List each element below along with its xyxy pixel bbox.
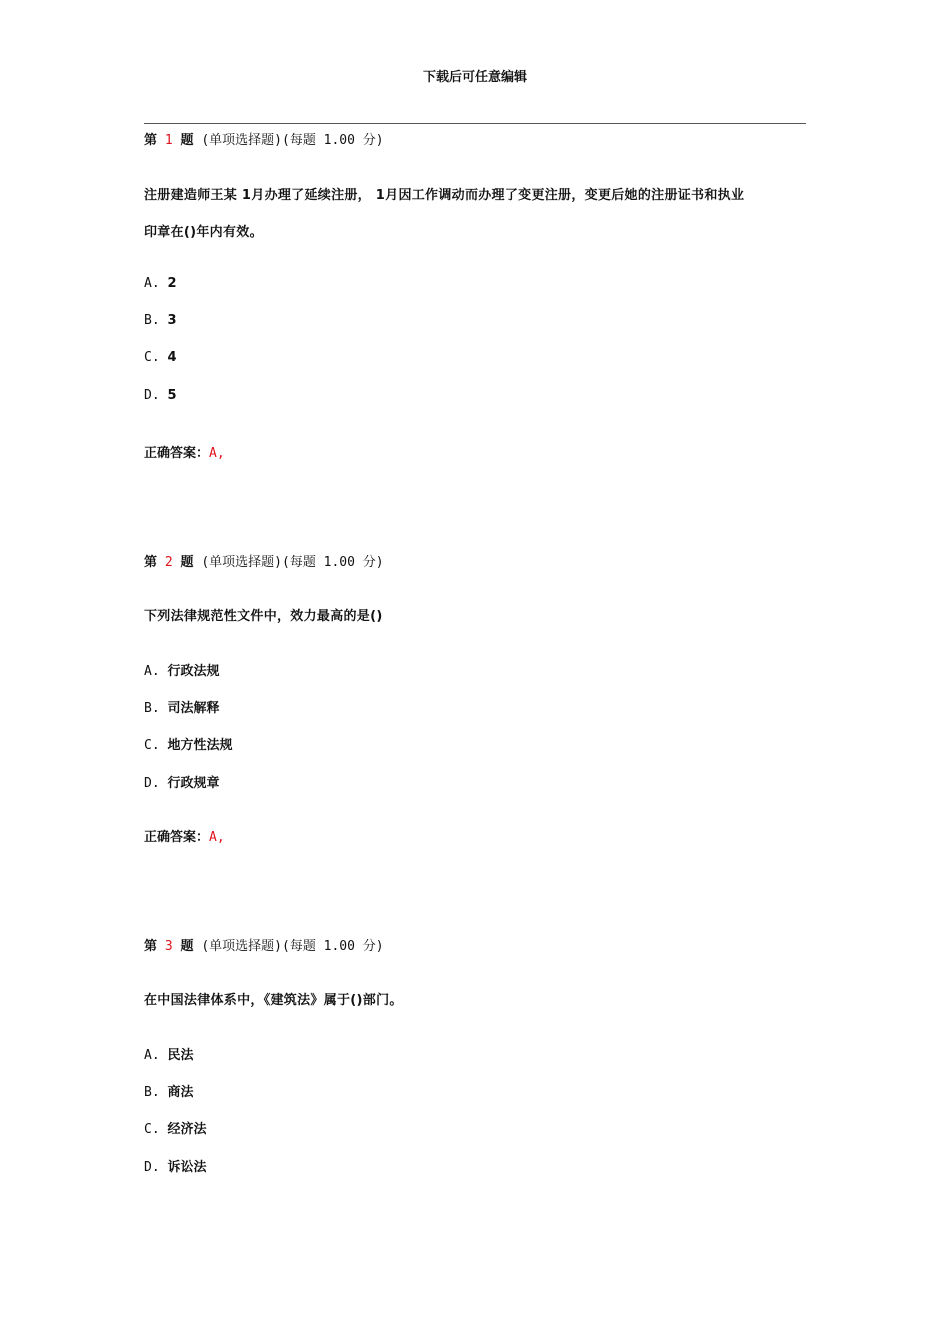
option-letter: D. (144, 1160, 160, 1175)
question-3-option-b (144, 1081, 194, 1100)
option-letter: A. (144, 664, 160, 679)
question-3-option-c (144, 1118, 207, 1137)
question-1-stem-line-2: 印章在()年内有效。 (144, 225, 263, 240)
option-letter: C. (144, 350, 160, 365)
option-text: 司法解释 (167, 701, 220, 716)
question-1-option-b (144, 313, 177, 328)
option-text: 4 (167, 350, 177, 365)
option-letter: D. (144, 388, 160, 403)
option-text: 5 (167, 388, 177, 403)
option-letter: C. (144, 738, 160, 753)
question-2-stem-line-1: 下列法律规范性文件中，效力最高的是() (144, 609, 383, 624)
option-letter: A. (144, 276, 160, 291)
option-text: 行政法规 (167, 664, 220, 679)
option-letter: B. (144, 313, 160, 328)
question-suffix: 题 (180, 555, 194, 570)
question-2-option-d (144, 772, 220, 791)
answer-value: A, (209, 830, 225, 845)
option-letter: C. (144, 1122, 160, 1137)
answer-label: 正确答案： (144, 446, 210, 461)
question-1-stem-line-1: 注册建造师王某 1月办理了延续注册， 1月因工作调动而办理了变更注册，变更后她的注册证书和执业 (144, 188, 745, 203)
question-suffix: 题 (180, 133, 194, 148)
option-text: 2 (167, 276, 177, 291)
question-prefix: 第 (144, 939, 158, 954)
question-2-option-a (144, 660, 220, 679)
option-text: 商法 (167, 1085, 194, 1100)
question-meta: (单项选择题)(每题 1.00 分) (201, 555, 384, 570)
option-letter: B. (144, 1085, 160, 1100)
question-prefix: 第 (144, 133, 158, 148)
option-text: 诉讼法 (167, 1160, 207, 1175)
question-2-option-b (144, 697, 220, 716)
question-number: 3 (164, 939, 173, 954)
question-number: 2 (164, 555, 173, 570)
question-1-answer (144, 442, 225, 461)
option-text: 3 (167, 313, 177, 328)
question-2-answer (144, 826, 225, 845)
answer-label: 正确答案： (144, 830, 210, 845)
option-text: 行政规章 (167, 776, 220, 791)
option-text: 经济法 (167, 1122, 207, 1137)
answer-value: A, (209, 446, 225, 461)
question-1-option-a (144, 276, 177, 291)
question-meta: (单项选择题)(每题 1.00 分) (201, 939, 384, 954)
question-2-heading (144, 551, 384, 570)
option-text: 民法 (167, 1048, 194, 1063)
question-prefix: 第 (144, 555, 158, 570)
question-1-option-c (144, 350, 177, 365)
question-suffix: 题 (180, 939, 194, 954)
question-3-option-d (144, 1156, 207, 1175)
question-3-stem-line-1: 在中国法律体系中，《建筑法》属于()部门。 (144, 993, 403, 1008)
question-meta: (单项选择题)(每题 1.00 分) (201, 133, 384, 148)
option-letter: B. (144, 701, 160, 716)
document-header: 下载后可任意编辑 (422, 70, 527, 85)
question-3-option-a (144, 1044, 194, 1063)
option-letter: D. (144, 776, 160, 791)
question-1-heading (144, 129, 384, 148)
question-3-heading (144, 935, 384, 954)
option-letter: A. (144, 1048, 160, 1063)
option-text: 地方性法规 (167, 738, 233, 753)
header-divider (144, 123, 806, 124)
question-2-option-c (144, 734, 233, 753)
question-number: 1 (164, 133, 173, 148)
question-1-option-d (144, 388, 177, 403)
